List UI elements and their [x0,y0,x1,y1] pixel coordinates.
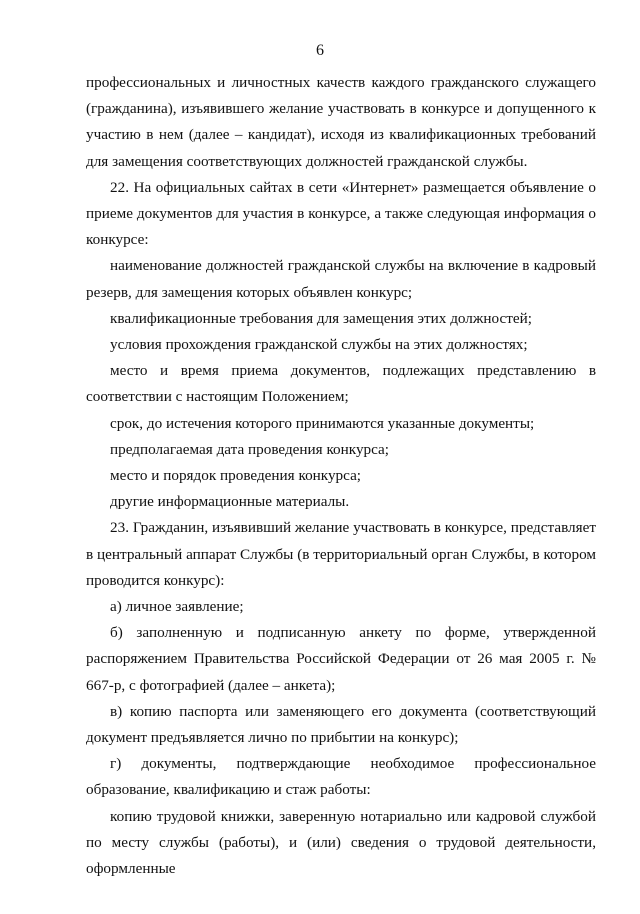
paragraph: копию трудовой книжки, заверенную нотариально или кадровой службой по месту службы (работы), и (или) сведения о трудовой деятельности, оформленные [86,807,596,878]
paragraph: место и время приема документов, подлежащих представлению в соответствии с настоящим Положением; [86,362,596,406]
paragraph: предполагаемая дата проведения конкурса; [110,440,390,458]
page-number: 6 [316,42,324,59]
paragraph: г) документы, подтверждающие необходимое профессиональное образование, квалификацию и стаж работы: [86,755,596,799]
paragraph: условия прохождения гражданской службы на этих должностях; [110,336,528,354]
paragraph: б) заполненную и подписанную анкету по форме, утвержденной распоряжением Правительства Российской Федерации от 26 мая 2005 г. № 667-р, с фотографией (далее – анкета); [86,624,596,694]
paragraph: наименование должностей гражданской службы на включение в кадровый резерв, для замещения которых объявлен конкурс; [86,257,596,301]
paragraph: профессиональных и личностных качеств каждого гражданского служащего (гражданина), изъявившего желание участвовать в конкурсе и допущенного к участию в нем (далее – кандидат), исходя из квалификационных требований для замещения соответствующих должностей гражданской службы. [86,74,596,170]
paragraph: в) копию паспорта или заменяющего его документа (соответствующий документ предъявляется лично по прибытии на конкурс); [86,702,596,747]
paragraph: 22. На официальных сайтах в сети «Интернет» размещается объявление о приеме документов для участия в конкурсе, а также следующая информация о конкурсе: [86,178,596,249]
paragraph: место и порядок проведения конкурса; [110,467,362,485]
paragraph: другие информационные материалы. [110,493,350,511]
document-body [86,70,596,882]
paragraph: а) личное заявление; [110,598,244,616]
paragraph: 23. Гражданин, изъявивший желание участвовать в конкурсе, представляет в центральный аппарат Службы (в территориальный орган Службы, в котором проводится конкурс): [86,519,596,589]
paragraph: квалификационные требования для замещения этих должностей; [110,309,532,327]
paragraph: срок, до истечения которого принимаются указанные документы; [110,414,535,432]
